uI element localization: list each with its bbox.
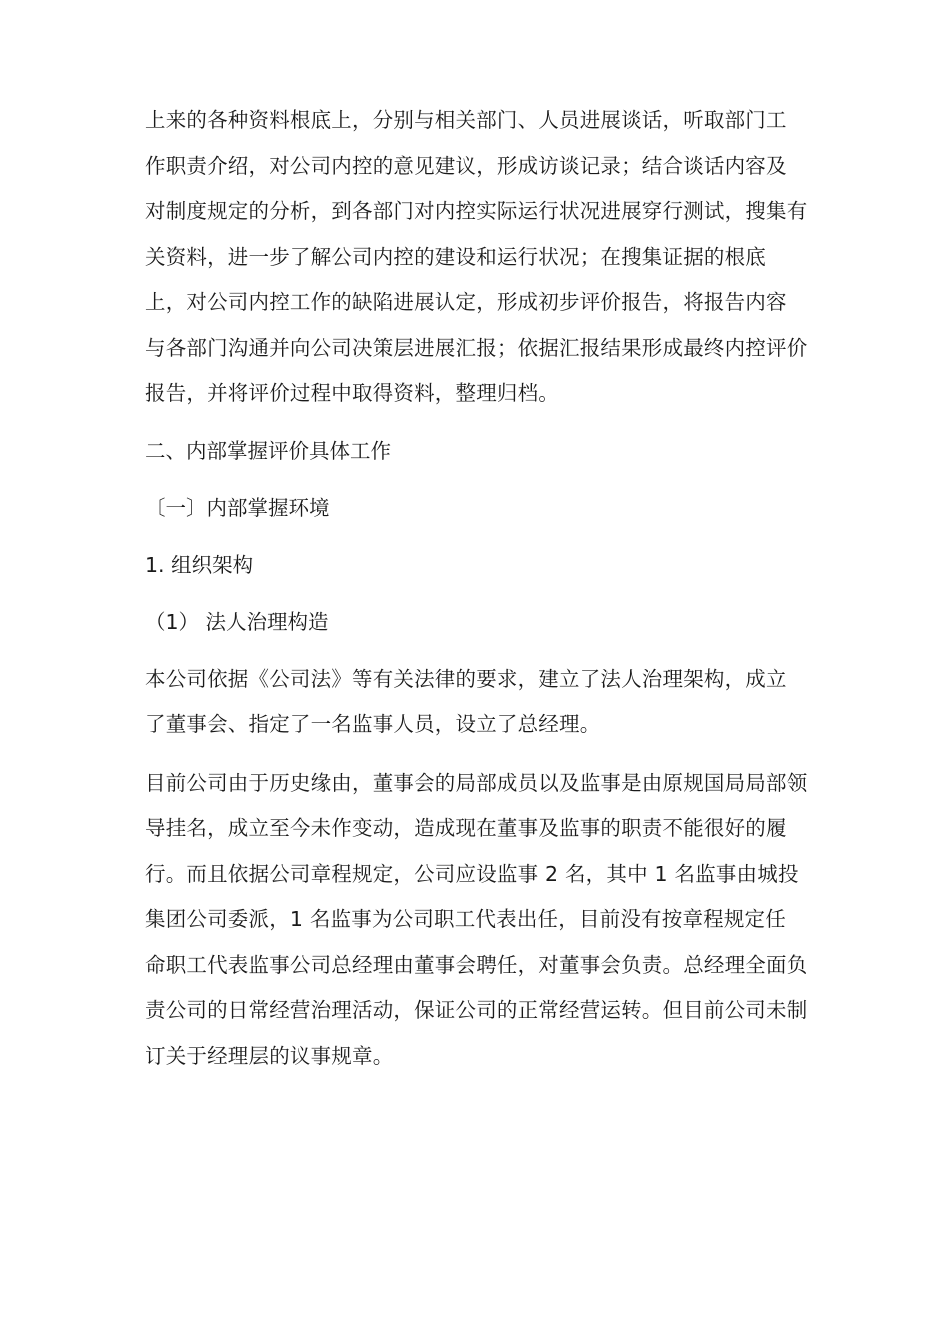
text-line: 命职工代表监事公司总经理由董事会聘任，对董事会负责。总经理全面负 xyxy=(145,952,808,977)
text-line: 作职责介绍，对公司内控的意见建议，形成访谈记录；结合谈话内容及 xyxy=(145,153,787,178)
subitem-heading: （1） 法人治理构造 xyxy=(145,609,329,634)
text-line: 目前公司由于历史缘由，董事会的局部成员以及监事是由原规国局局部领 xyxy=(145,770,808,795)
text-line: 集团公司委派，1 名监事为公司职工代表出任，目前没有按章程规定任 xyxy=(145,907,786,931)
text-line: 本公司依据《公司法》等有关法律的要求，建立了法人治理架构，成立 xyxy=(145,666,787,691)
text-line: 订关于经理层的议事规章。 xyxy=(145,1043,394,1068)
text-line: 上，对公司内控工作的缺陷进展认定，形成初步评价报告，将报告内容 xyxy=(145,290,787,314)
paragraph-board-supervisors xyxy=(145,761,817,1080)
text-line: 责公司的日常经营治理活动，保证公司的正常经营运转。但目前公司未制 xyxy=(145,998,808,1022)
text-line: 对制度规定的分析，到各部门对内控实际运行状况进展穿行测试，搜集有 xyxy=(145,199,808,223)
text-line: 导挂名，成立至今未作变动，造成现在董事及监事的职责不能很好的履 xyxy=(145,816,787,840)
item-heading: 1. 组织架构 xyxy=(145,552,254,577)
section-heading: 二、内部掌握评价具体工作 xyxy=(145,438,391,463)
text-line: 上来的各种资料根底上，分别与相关部门、人员进展谈话，听取部门工 xyxy=(145,108,787,132)
text-line: 报告，并将评价过程中取得资料，整理归档。 xyxy=(145,381,559,405)
text-line: 关资料，进一步了解公司内控的建设和运行状况；在搜集证据的根底 xyxy=(145,244,766,269)
text-line: 与各部门沟通并向公司决策层进展汇报；依据汇报结果形成最终内控评价 xyxy=(145,335,808,360)
document-body xyxy=(145,98,817,1079)
paragraph-governance-structure xyxy=(145,657,817,748)
text-line: 了董事会、指定了一名监事人员，设立了总经理。 xyxy=(145,712,601,736)
paragraph-interview-process xyxy=(145,98,817,417)
subsection-heading: 〔一〕内部掌握环境 xyxy=(145,495,330,520)
text-line: 行。而且依据公司章程规定，公司应设监事 2 名，其中 1 名监事由城投 xyxy=(145,861,799,886)
